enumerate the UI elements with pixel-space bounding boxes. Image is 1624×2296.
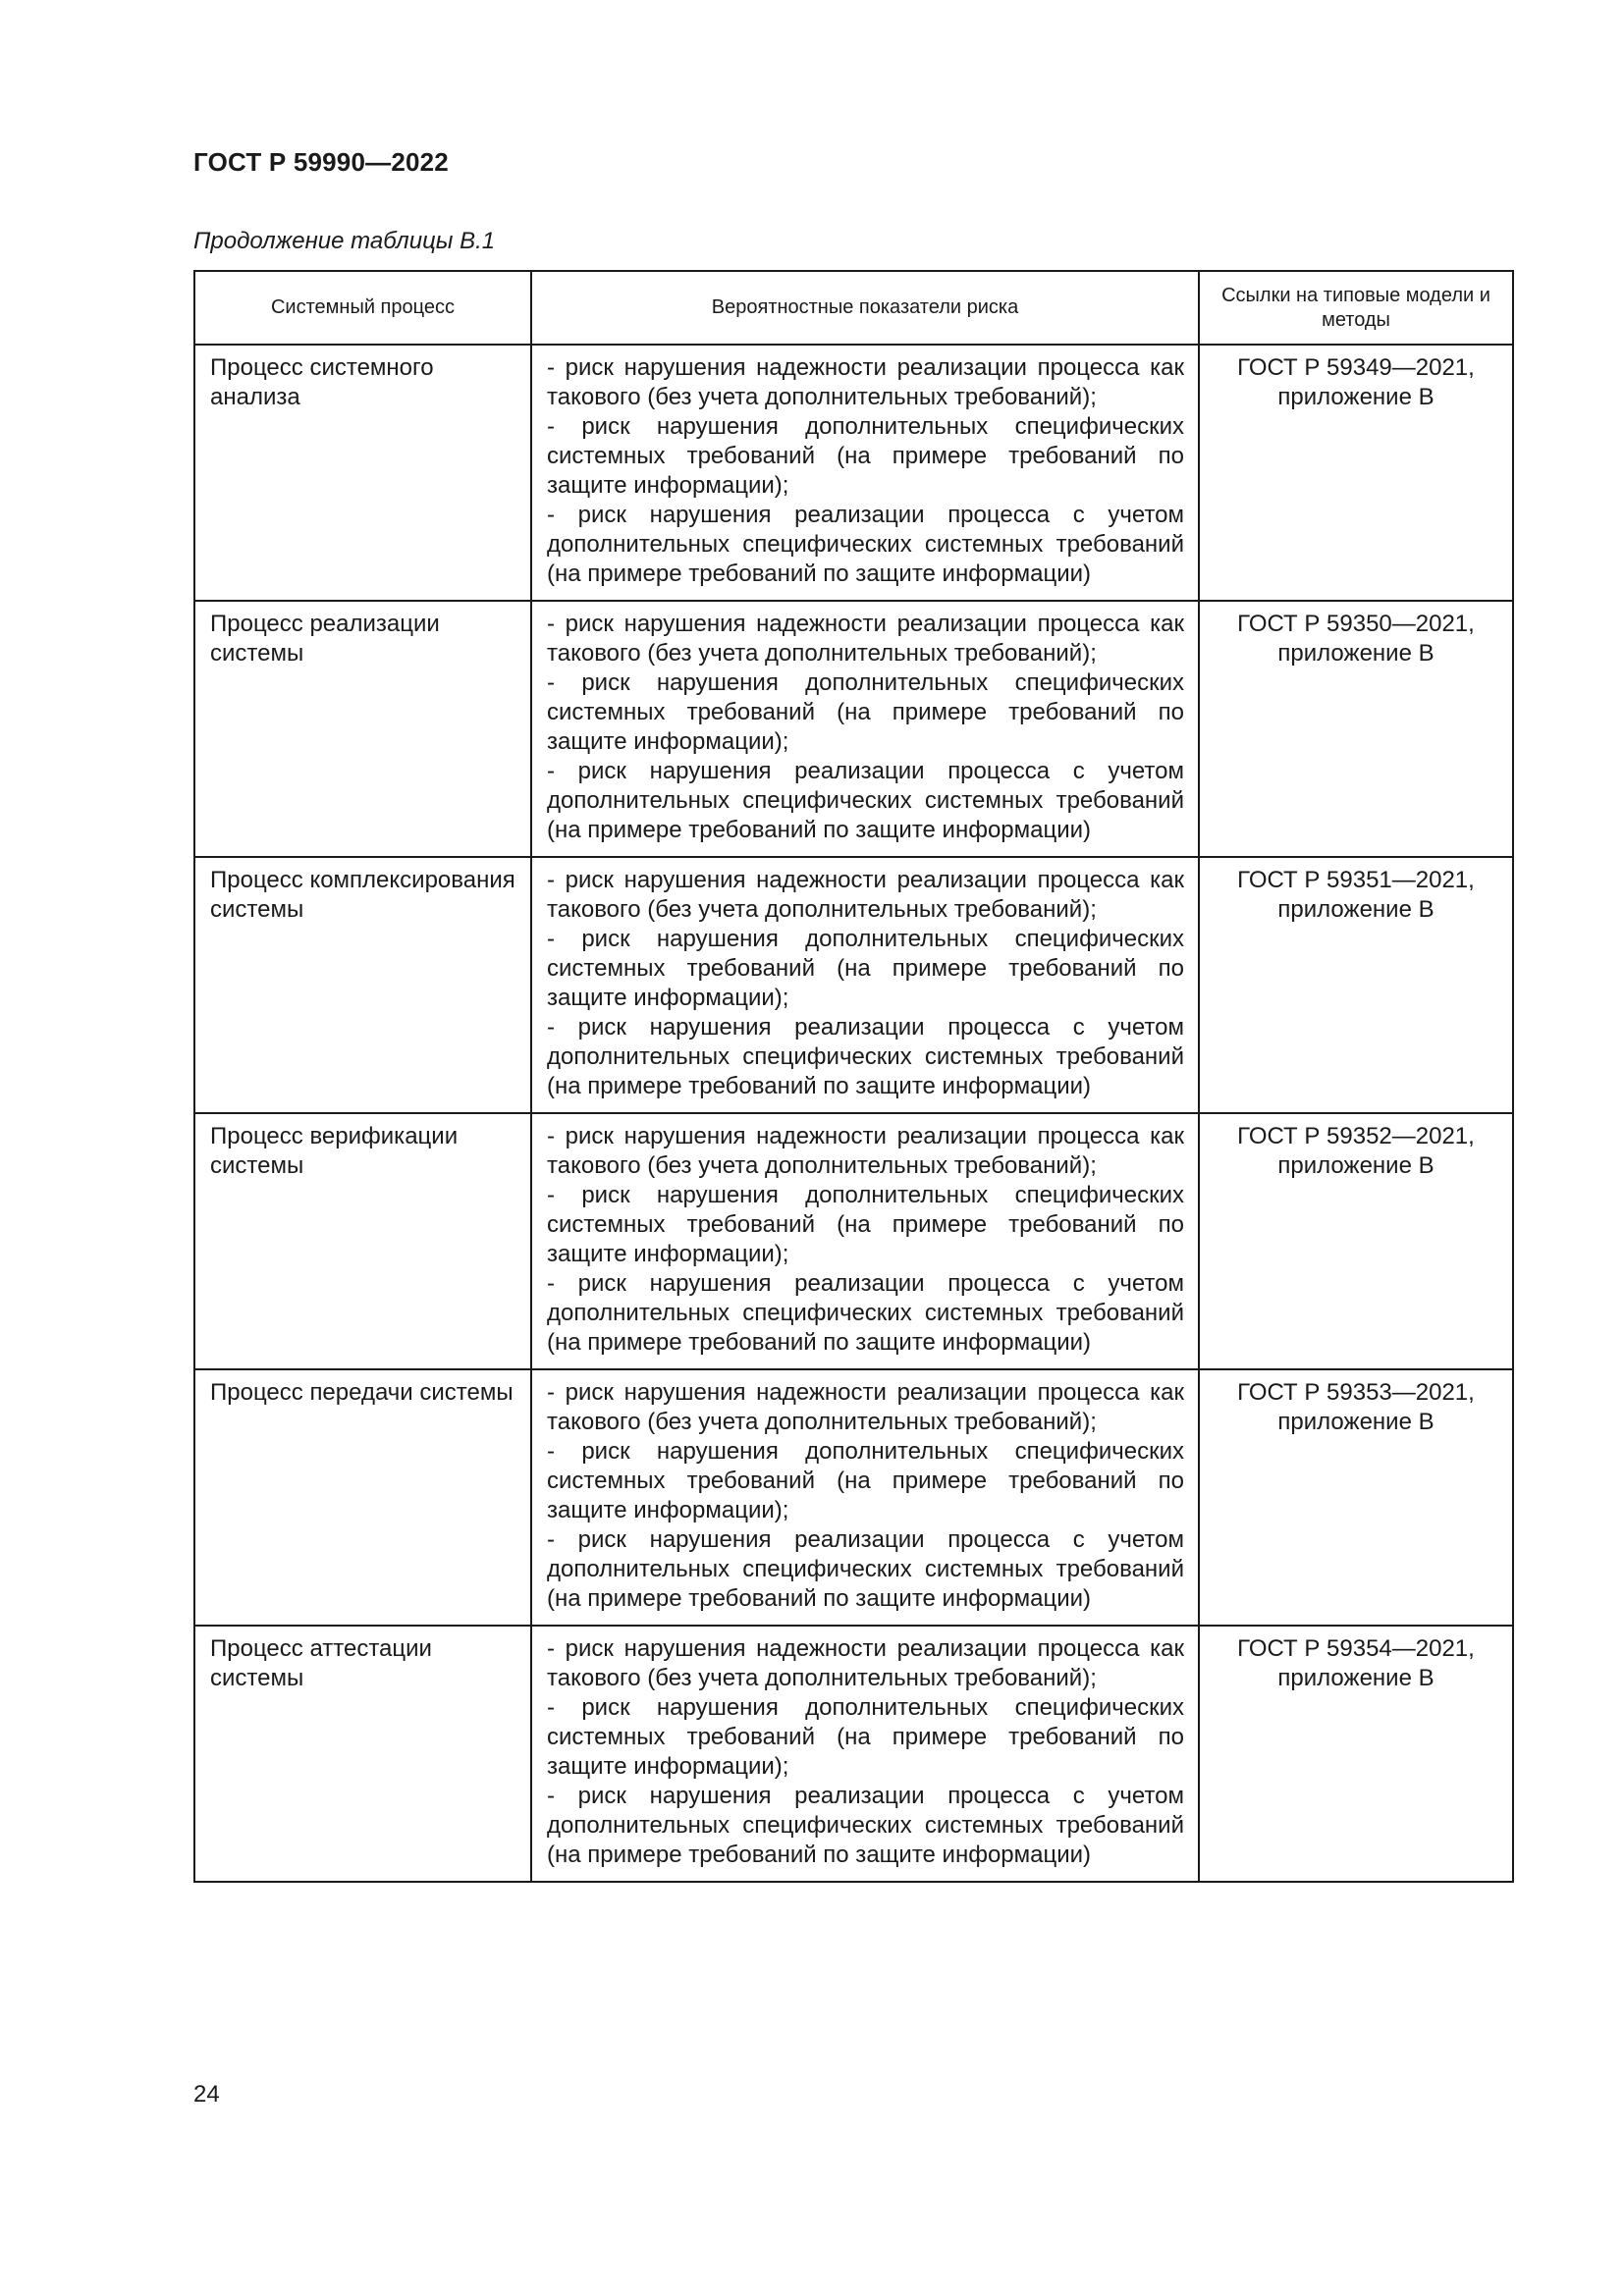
risk-item: - риск нарушения дополнительных специфических системных требований (на примере требований по защите информации);	[547, 926, 1184, 1011]
page-number: 24	[193, 2081, 220, 2108]
risk-item: - риск нарушения надежности реализации процесса как такового (без учета дополнительных требований);	[547, 1123, 1184, 1179]
risk-item: - риск нарушения реализации процесса с учетом дополнительных специфических системных требований (на примере требований по защите информации)	[547, 1783, 1184, 1868]
table-row	[194, 601, 1513, 857]
process-cell: Процесс верификации системы	[194, 1113, 531, 1369]
risk-item: - риск нарушения надежности реализации процесса как такового (без учета дополнительных требований);	[547, 611, 1184, 667]
process-cell: Процесс системного анализа	[194, 345, 531, 601]
risk-cell	[531, 1626, 1199, 1882]
risk-item: - риск нарушения реализации процесса с учетом дополнительных специфических системных требований (на примере требований по защите информации)	[547, 1526, 1184, 1612]
risk-item: - риск нарушения надежности реализации процесса как такового (без учета дополнительных требований);	[547, 354, 1184, 410]
table-header-row	[194, 271, 1513, 345]
reference-cell: ГОСТ Р 59354—2021, приложение В	[1199, 1626, 1513, 1882]
risk-item: - риск нарушения реализации процесса с учетом дополнительных специфических системных требований (на примере требований по защите информации)	[547, 1014, 1184, 1099]
risk-item: - риск нарушения реализации процесса с учетом дополнительных специфических системных требований (на примере требований по защите информации)	[547, 758, 1184, 843]
risk-item: - риск нарушения надежности реализации процесса как такового (без учета дополнительных требований);	[547, 1635, 1184, 1691]
column-header-ref: Ссылки на типовые модели и методы	[1199, 271, 1513, 345]
risk-item: - риск нарушения реализации процесса с учетом дополнительных специфических системных требований (на примере требований по защите информации)	[547, 1270, 1184, 1356]
table-row	[194, 1369, 1513, 1626]
risk-table	[193, 270, 1514, 1883]
column-header-process: Системный процесс	[194, 271, 531, 345]
process-cell: Процесс аттестации системы	[194, 1626, 531, 1882]
column-header-risk: Вероятностные показатели риска	[531, 271, 1199, 345]
table-caption: Продолжение таблицы В.1	[193, 228, 496, 254]
process-cell: Процесс реализации системы	[194, 601, 531, 857]
risk-item: - риск нарушения дополнительных специфических системных требований (на примере требований по защите информации);	[547, 1182, 1184, 1267]
risk-item: - риск нарушения дополнительных специфических системных требований (на примере требований по защите информации);	[547, 413, 1184, 499]
reference-cell: ГОСТ Р 59349—2021, приложение В	[1199, 345, 1513, 601]
reference-cell: ГОСТ Р 59350—2021, приложение В	[1199, 601, 1513, 857]
risk-item: - риск нарушения дополнительных специфических системных требований (на примере требований по защите информации);	[547, 669, 1184, 755]
risk-cell	[531, 345, 1199, 601]
process-cell: Процесс передачи системы	[194, 1369, 531, 1626]
process-cell: Процесс комплексирования системы	[194, 857, 531, 1113]
risk-item: - риск нарушения надежности реализации процесса как такового (без учета дополнительных требований);	[547, 867, 1184, 923]
document-header: ГОСТ Р 59990—2022	[193, 147, 449, 177]
risk-item: - риск нарушения дополнительных специфических системных требований (на примере требований по защите информации);	[547, 1694, 1184, 1780]
reference-cell: ГОСТ Р 59351—2021, приложение В	[1199, 857, 1513, 1113]
risk-item: - риск нарушения надежности реализации процесса как такового (без учета дополнительных требований);	[547, 1379, 1184, 1435]
table-row	[194, 345, 1513, 601]
risk-cell	[531, 601, 1199, 857]
risk-cell	[531, 1113, 1199, 1369]
risk-cell	[531, 1369, 1199, 1626]
risk-item: - риск нарушения реализации процесса с учетом дополнительных специфических системных требований (на примере требований по защите информации)	[547, 502, 1184, 587]
risk-item: - риск нарушения дополнительных специфических системных требований (на примере требований по защите информации);	[547, 1438, 1184, 1523]
reference-cell: ГОСТ Р 59353—2021, приложение В	[1199, 1369, 1513, 1626]
risk-cell	[531, 857, 1199, 1113]
reference-cell: ГОСТ Р 59352—2021, приложение В	[1199, 1113, 1513, 1369]
table-row	[194, 1626, 1513, 1882]
table-row	[194, 857, 1513, 1113]
table-row	[194, 1113, 1513, 1369]
